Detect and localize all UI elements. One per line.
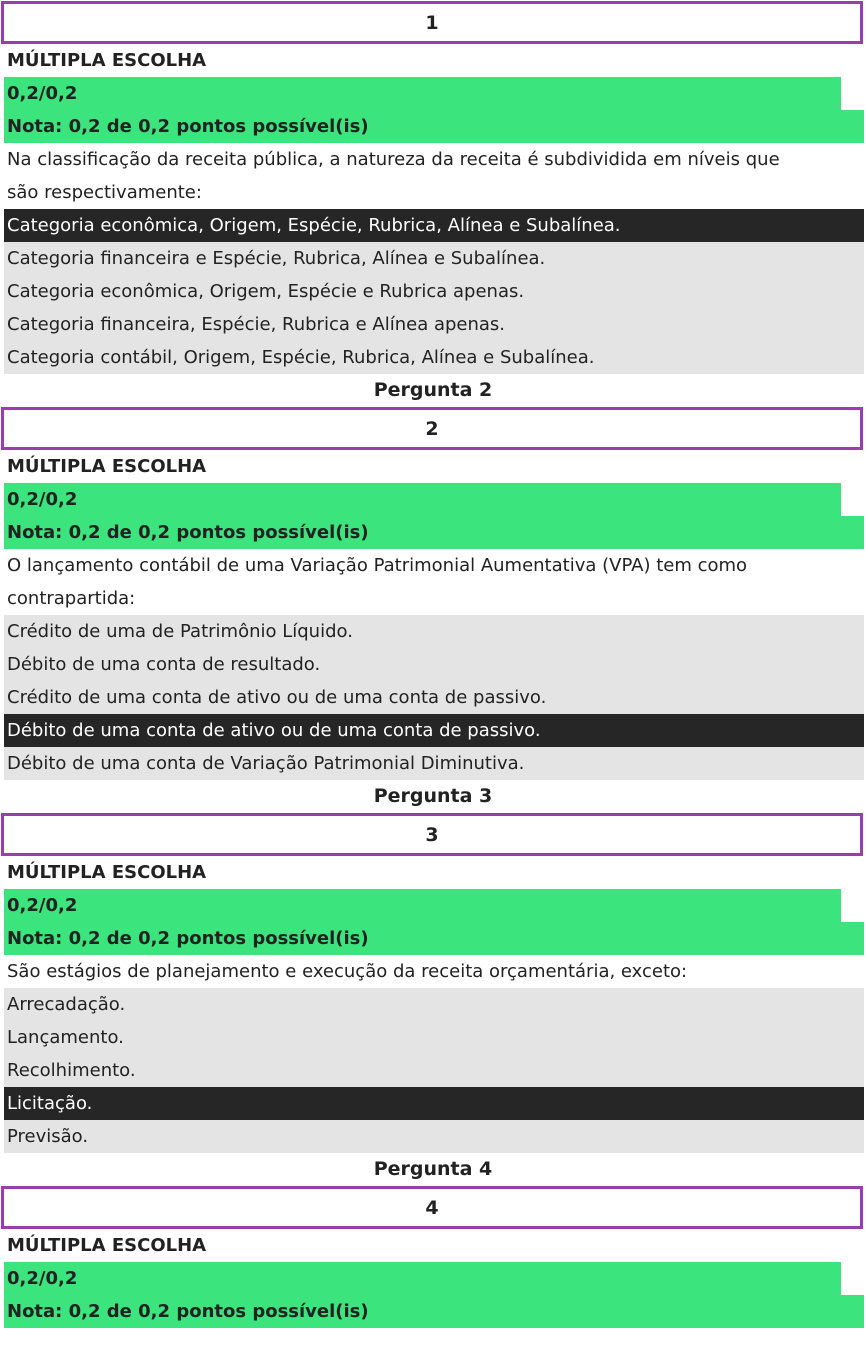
question-type: MÚLTIPLA ESCOLHA [7, 1235, 207, 1256]
answer-option[interactable]: Categoria financeira e Espécie, Rubrica, Alínea e Subalínea. [4, 242, 864, 275]
question-number: 2 [425, 417, 439, 440]
question-type: MÚLTIPLA ESCOLHA [7, 50, 207, 71]
question-stem: O lançamento contábil de uma Variação Patrimonial Aumentativa (VPA) tem como contrapartida: [7, 555, 748, 609]
answer-option[interactable]: Arrecadação. [4, 988, 864, 1021]
question-type: MÚLTIPLA ESCOLHA [7, 862, 207, 883]
question-number: 4 [425, 1196, 439, 1219]
question-number-box [1, 407, 863, 450]
answer-option[interactable]: Débito de uma conta de resultado. [4, 648, 864, 681]
answer-option[interactable]: Categoria contábil, Origem, Espécie, Rubrica, Alínea e Subalínea. [4, 341, 864, 374]
answer-option[interactable]: Débito de uma conta de Variação Patrimonial Diminutiva. [4, 747, 864, 780]
answer-options [0, 209, 866, 374]
question-number: 1 [425, 11, 439, 34]
score-badge: 0,2/0,2 [4, 77, 841, 110]
question-number-box [1, 1, 863, 44]
question-block-4 [0, 1186, 866, 1328]
question-type: MÚLTIPLA ESCOLHA [7, 456, 207, 477]
question-stem: Na classificação da receita pública, a natureza da receita é subdividida em níveis que são respectivamente: [7, 149, 780, 203]
answer-option[interactable]: Recolhimento. [4, 1054, 864, 1087]
answer-option[interactable]: Categoria financeira, Espécie, Rubrica e Alínea apenas. [4, 308, 864, 341]
answer-options [0, 988, 866, 1153]
next-question-heading: Pergunta 3 [373, 785, 493, 807]
answer-option-selected[interactable]: Categoria econômica, Origem, Espécie, Rubrica, Alínea e Subalínea. [4, 209, 864, 242]
answer-option-selected[interactable]: Licitação. [4, 1087, 864, 1120]
question-number-box [1, 1186, 863, 1229]
question-stem: São estágios de planejamento e execução da receita orçamentária, exceto: [7, 961, 688, 982]
next-question-heading: Pergunta 4 [373, 1158, 493, 1180]
answer-option[interactable]: Crédito de uma conta de ativo ou de uma conta de passivo. [4, 681, 864, 714]
answer-option[interactable]: Crédito de uma de Patrimônio Líquido. [4, 615, 864, 648]
answer-option[interactable]: Categoria econômica, Origem, Espécie e Rubrica apenas. [4, 275, 864, 308]
score-badge: 0,2/0,2 [4, 483, 841, 516]
next-question-heading: Pergunta 2 [373, 379, 493, 401]
grade-text: Nota: 0,2 de 0,2 pontos possível(is) [4, 110, 864, 143]
grade-text: Nota: 0,2 de 0,2 pontos possível(is) [4, 1295, 864, 1328]
score-badge: 0,2/0,2 [4, 889, 841, 922]
question-number-box [1, 813, 863, 856]
question-block-3 [0, 813, 866, 1186]
answer-option-selected[interactable]: Débito de uma conta de ativo ou de uma conta de passivo. [4, 714, 864, 747]
grade-text: Nota: 0,2 de 0,2 pontos possível(is) [4, 922, 864, 955]
answer-option[interactable]: Lançamento. [4, 1021, 864, 1054]
answer-option[interactable]: Previsão. [4, 1120, 864, 1153]
question-number: 3 [425, 823, 439, 846]
question-block-2 [0, 407, 866, 813]
question-block-1 [0, 1, 866, 407]
answer-options [0, 615, 866, 780]
score-badge: 0,2/0,2 [4, 1262, 841, 1295]
grade-text: Nota: 0,2 de 0,2 pontos possível(is) [4, 516, 864, 549]
